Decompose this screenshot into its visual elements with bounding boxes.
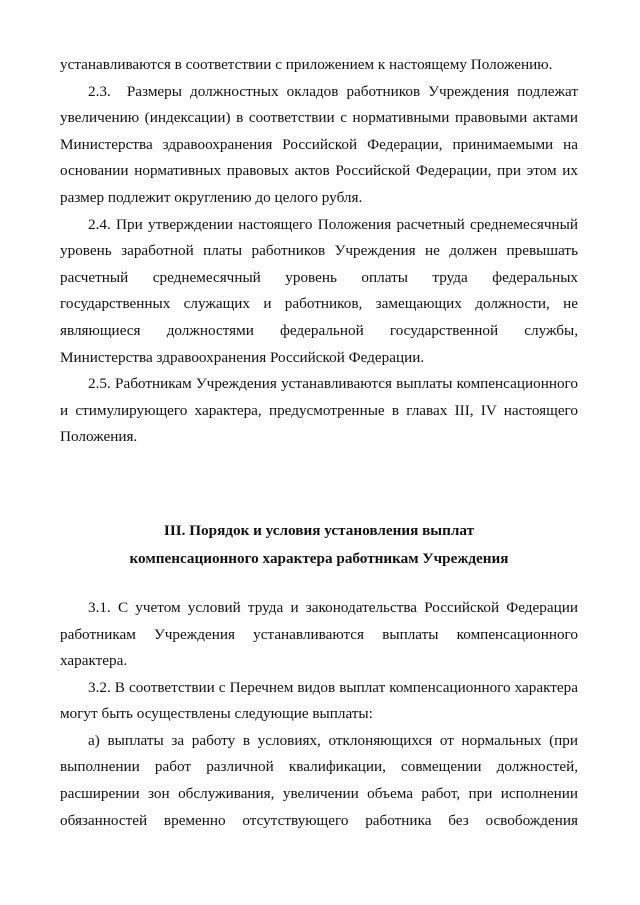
document-page — [60, 52, 578, 834]
paragraph-continued: устанавливаются в соответствии с приложением к настоящему Положению. — [60, 56, 553, 73]
section-heading-line-1: III. Порядок и условия установления выплат — [163, 521, 475, 539]
paragraph-2-3: 2.3. Размеры должностных окладов работников Учреждения подлежат увеличению (индексации) в соответствии с нормативными правовыми актами Министерства здравоохранения Российской Федерации, принимаемыми на основании нормативных правовых актов Российской Федерации, при этом их размер подлежит округлению до целого рубля. — [60, 82, 578, 206]
section-heading-line-2: компенсационного характера работникам Учреждения — [129, 549, 509, 567]
paragraph-3-1: 3.1. С учетом условий труда и законодательства Российской Федерации работникам Учреждения устанавливаются выплаты компенсационного характера. — [60, 598, 578, 670]
section-heading — [60, 517, 578, 573]
paragraph-2-5: 2.5. Работникам Учреждения устанавливаются выплаты компенсационного и стимулирующего характера, предусмотренные в главах III, IV настоящего Положения. — [60, 375, 578, 446]
paragraph-3-2: 3.2. В соответствии с Перечнем видов выплат компенсационного характера могут быть осуществлены следующие выплаты: — [60, 678, 578, 723]
paragraph-3-2-a: а) выплаты за работу в условиях, отклоняющихся от нормальных (при выполнении работ различной квалификации, совмещении должностей, расширении зон обслуживания, увеличении объема работ, при исполнении обязанностей временно отсутствующего работника без освобождения — [60, 731, 578, 829]
paragraph-2-4: 2.4. При утверждении настоящего Положения расчетный среднемесячный уровень заработной платы работников Учреждения не должен превышать расчетный среднемесячный уровень оплаты труда федеральных государственных служащих и работников, замещающих должности, не являющиеся должностями федеральной государственной службы, Министерства здравоохранения Российской Федерации. — [60, 215, 578, 366]
